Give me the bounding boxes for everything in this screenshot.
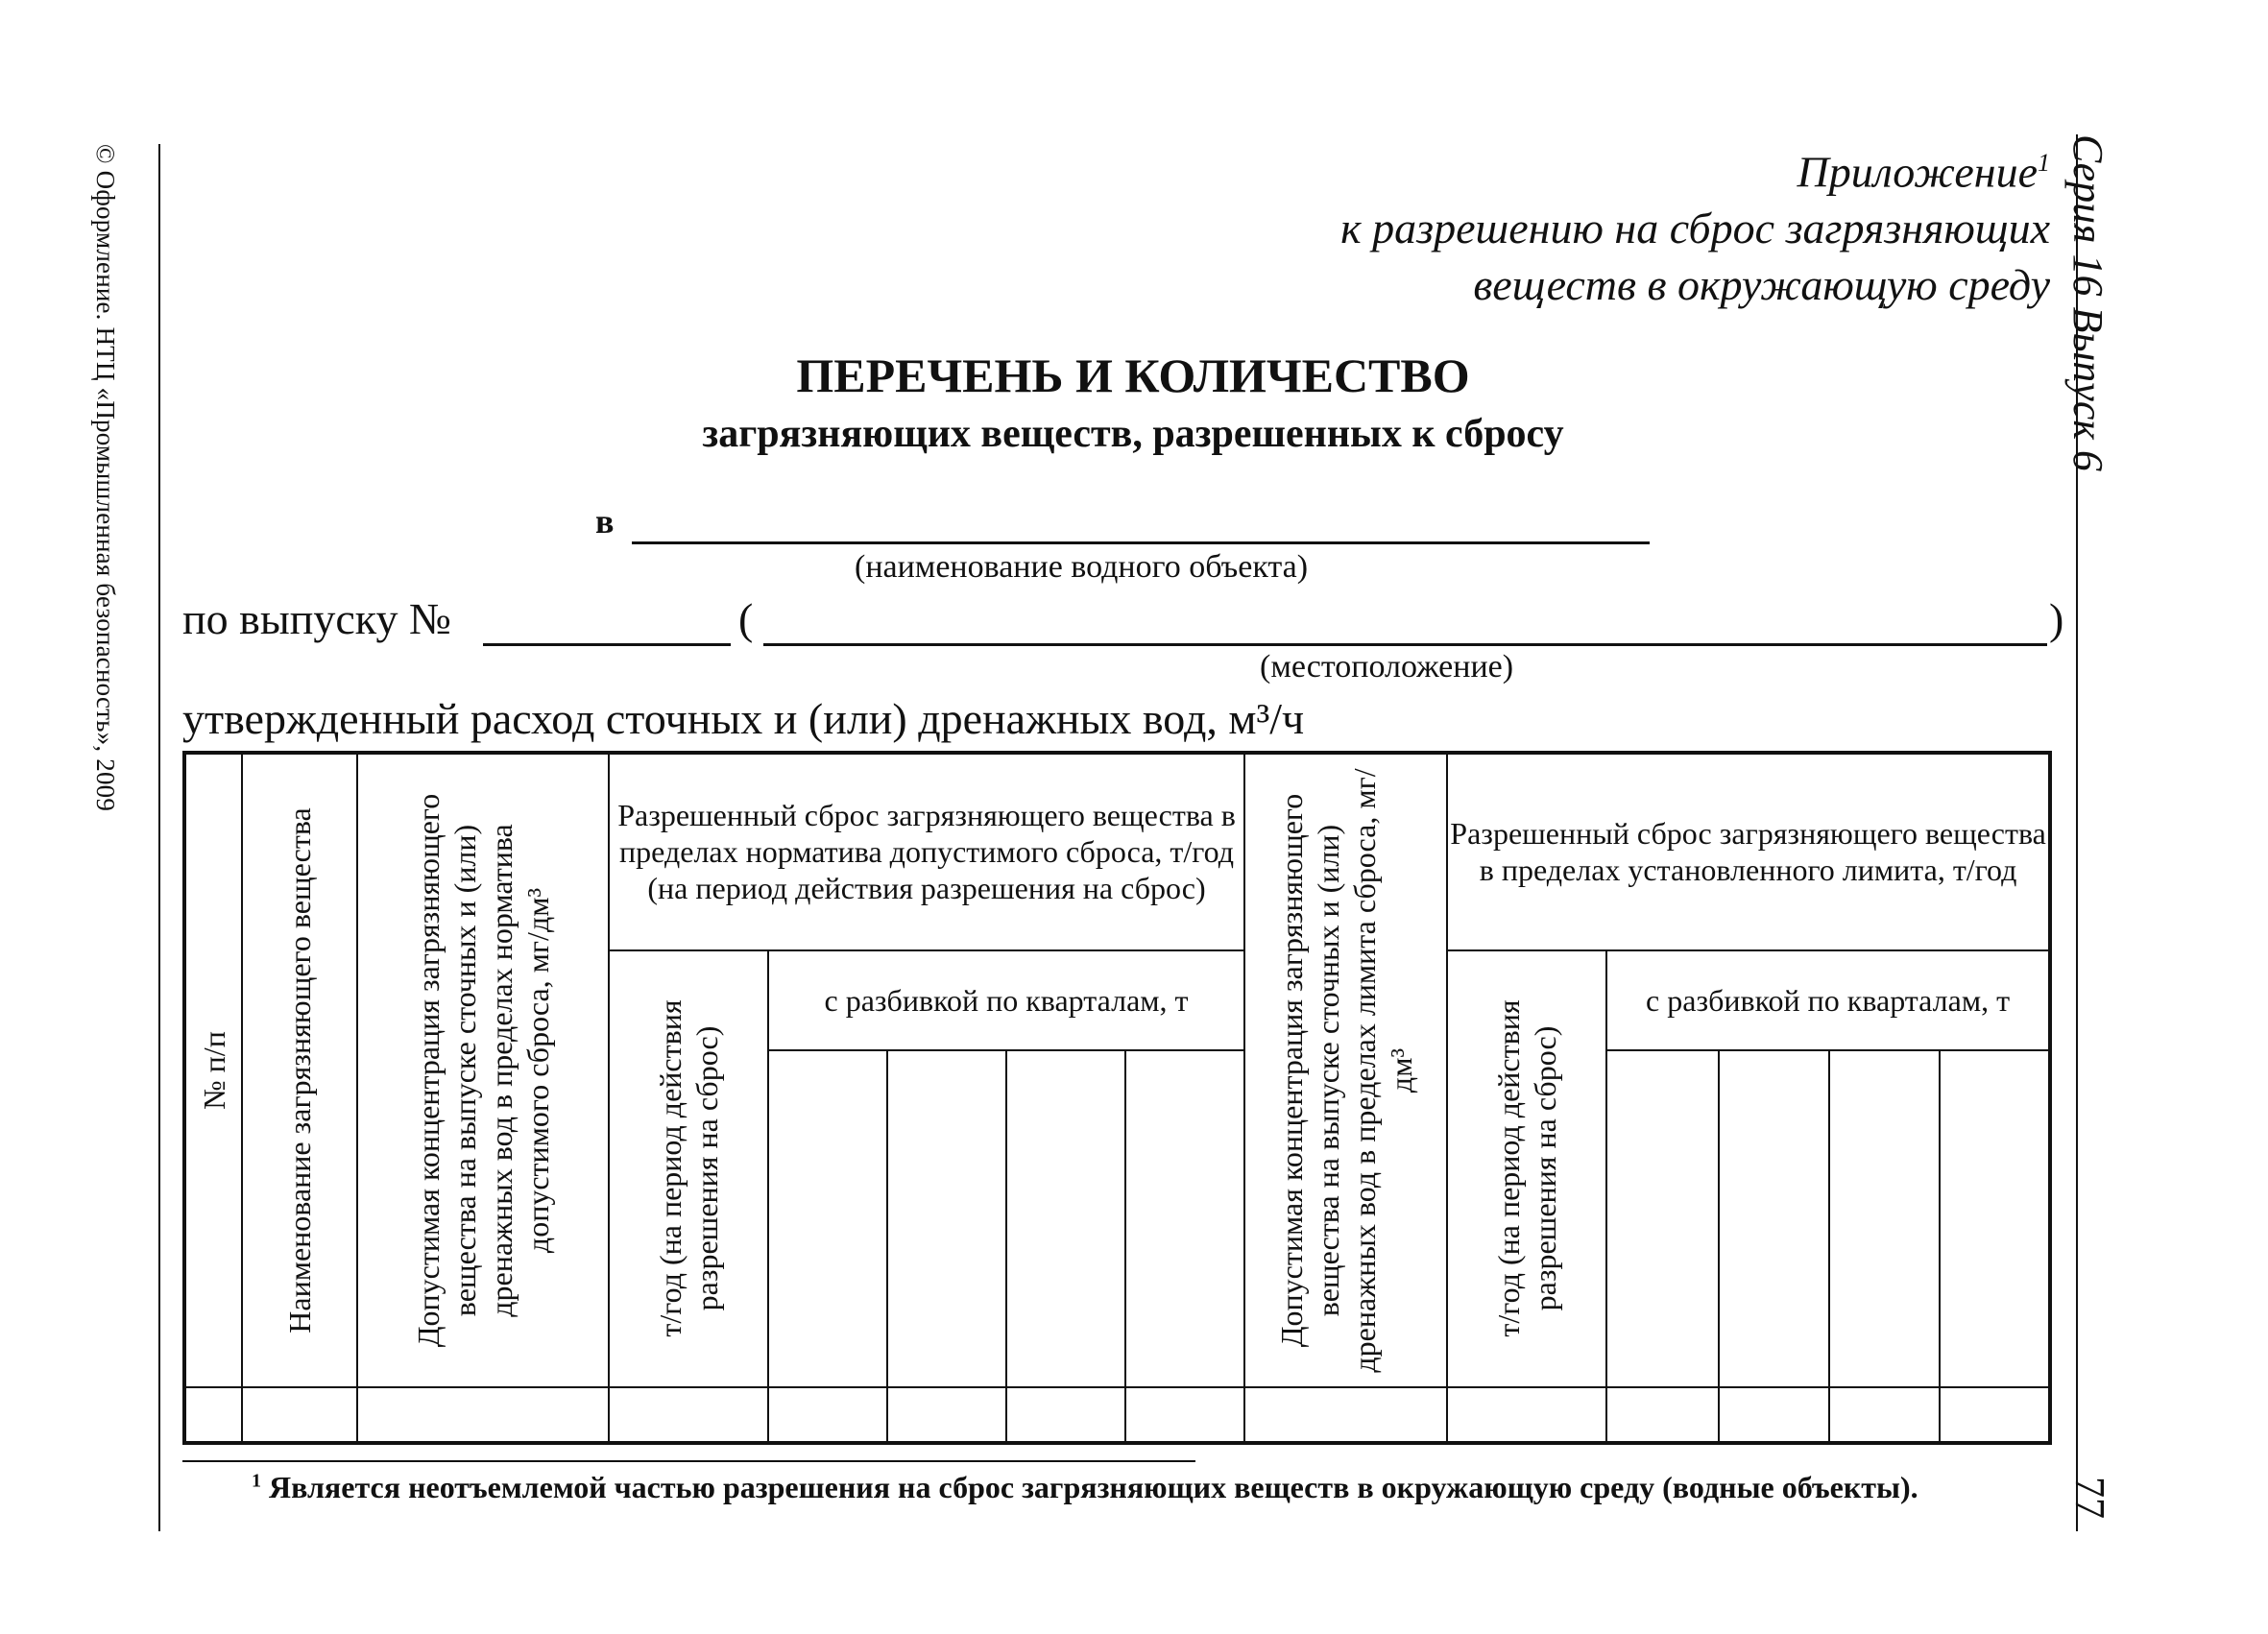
left-margin-rule [158, 144, 160, 1531]
footnote-rule [182, 1460, 1195, 1462]
table-cell[interactable] [242, 1387, 357, 1443]
location-field[interactable] [763, 643, 2047, 646]
footnote-mark: 1 [252, 1470, 261, 1492]
header-group-limit: Разрешенный сброс загрязняющего вещества в пределах установленного лимита, т/год [1447, 753, 2050, 950]
table-row [184, 1387, 2050, 1443]
copyright-note: © Оформление. НТЦ «Промышленная безопасность», 2009 [91, 144, 120, 812]
table-cell[interactable] [1940, 1387, 2050, 1443]
header-norm-quarters: с разбивкой по кварталам, т [768, 950, 1244, 1050]
header-number [184, 753, 242, 1387]
header-number-text: № п/п [196, 1031, 231, 1110]
limit-quarter-cell [1719, 1050, 1829, 1387]
pollutants-table [182, 751, 2052, 1445]
limit-quarter-cell [1940, 1050, 2050, 1387]
appendix-line-3: веществ в окружающую среду [1473, 260, 2050, 310]
norm-quarter-cell [768, 1050, 887, 1387]
header-conc-norm [357, 753, 609, 1387]
page-title: ПЕРЕЧЕНЬ И КОЛИЧЕСТВО [796, 348, 1470, 402]
in-prefix: в [595, 502, 615, 541]
table-cell[interactable] [1244, 1387, 1447, 1443]
header-conc-limit [1244, 753, 1447, 1387]
paren-close: ) [2049, 594, 2064, 643]
header-limit-period [1447, 950, 1606, 1387]
appendix-line-2: к разрешению на сброс загрязняющих [1340, 204, 2050, 253]
outlet-number-field[interactable] [483, 643, 731, 646]
header-conc-norm-text: Допустимая концентрация загрязняющего вещества на выпуске сточных и (или) дренажных вод в пределах норматива допустимого сброса, мг/дм³ [411, 793, 555, 1348]
norm-quarter-cell [1125, 1050, 1244, 1387]
norm-quarter-cell [1006, 1050, 1125, 1387]
header-limit-quarters: с разбивкой по кварталам, т [1606, 950, 2050, 1050]
table-cell[interactable] [1719, 1387, 1829, 1443]
header-substance-name-text: Наименование загрязняющего вещества [282, 807, 317, 1334]
table-cell[interactable] [768, 1387, 887, 1443]
location-caption: (местоположение) [1260, 649, 1514, 685]
page-subtitle: загрязняющих веществ, разрешенных к сбросу [702, 412, 1564, 456]
header-limit-period-text: т/год (на период действия разрешения на сброс) [1491, 999, 1563, 1337]
appendix-heading [1186, 134, 2050, 313]
flow-label: утвержденный расход сточных и (или) дренажных вод, м³/ч [182, 694, 1305, 743]
table-cell[interactable] [1006, 1387, 1125, 1443]
page-number: 77 [2066, 1477, 2113, 1519]
table-cell[interactable] [1829, 1387, 1940, 1443]
table-cell[interactable] [1606, 1387, 1719, 1443]
header-group-norm: Разрешенный сброс загрязняющего вещества в пределах норматива допустимого сброса, т/год (на период действия разрешения на сброс) [609, 753, 1244, 950]
table-cell[interactable] [1125, 1387, 1244, 1443]
table-cell[interactable] [1447, 1387, 1606, 1443]
header-conc-limit-text: Допустимая концентрация загрязняющего вещества на выпуске сточных и (или) дренажных вод в пределах лимита сброса, мг/дм³ [1273, 768, 1418, 1373]
norm-quarter-cell [887, 1050, 1006, 1387]
series-label: Серия 16 Выпуск 6 [2064, 134, 2111, 471]
appendix-title: Приложение [1797, 147, 2038, 197]
header-substance-name [242, 753, 357, 1387]
limit-quarter-cell [1606, 1050, 1719, 1387]
table-cell[interactable] [609, 1387, 768, 1443]
footnote-text: Является неотъемлемой частью разрешения на сброс загрязняющих веществ в окружающую среду (водные объекты). [269, 1470, 1918, 1504]
outlet-label: по выпуску № [182, 594, 451, 643]
table-cell[interactable] [357, 1387, 609, 1443]
header-norm-period-text: т/год (на период действия разрешения на сброс) [653, 999, 724, 1337]
water-body-caption: (наименование водного объекта) [855, 549, 1309, 585]
paren-open: ( [738, 594, 754, 643]
limit-quarter-cell [1829, 1050, 1940, 1387]
table-cell[interactable] [887, 1387, 1006, 1443]
table-cell[interactable] [184, 1387, 242, 1443]
footnote [252, 1470, 1918, 1505]
appendix-footnote-mark: 1 [2038, 149, 2050, 177]
water-body-field[interactable] [632, 541, 1650, 544]
header-norm-period [609, 950, 768, 1387]
